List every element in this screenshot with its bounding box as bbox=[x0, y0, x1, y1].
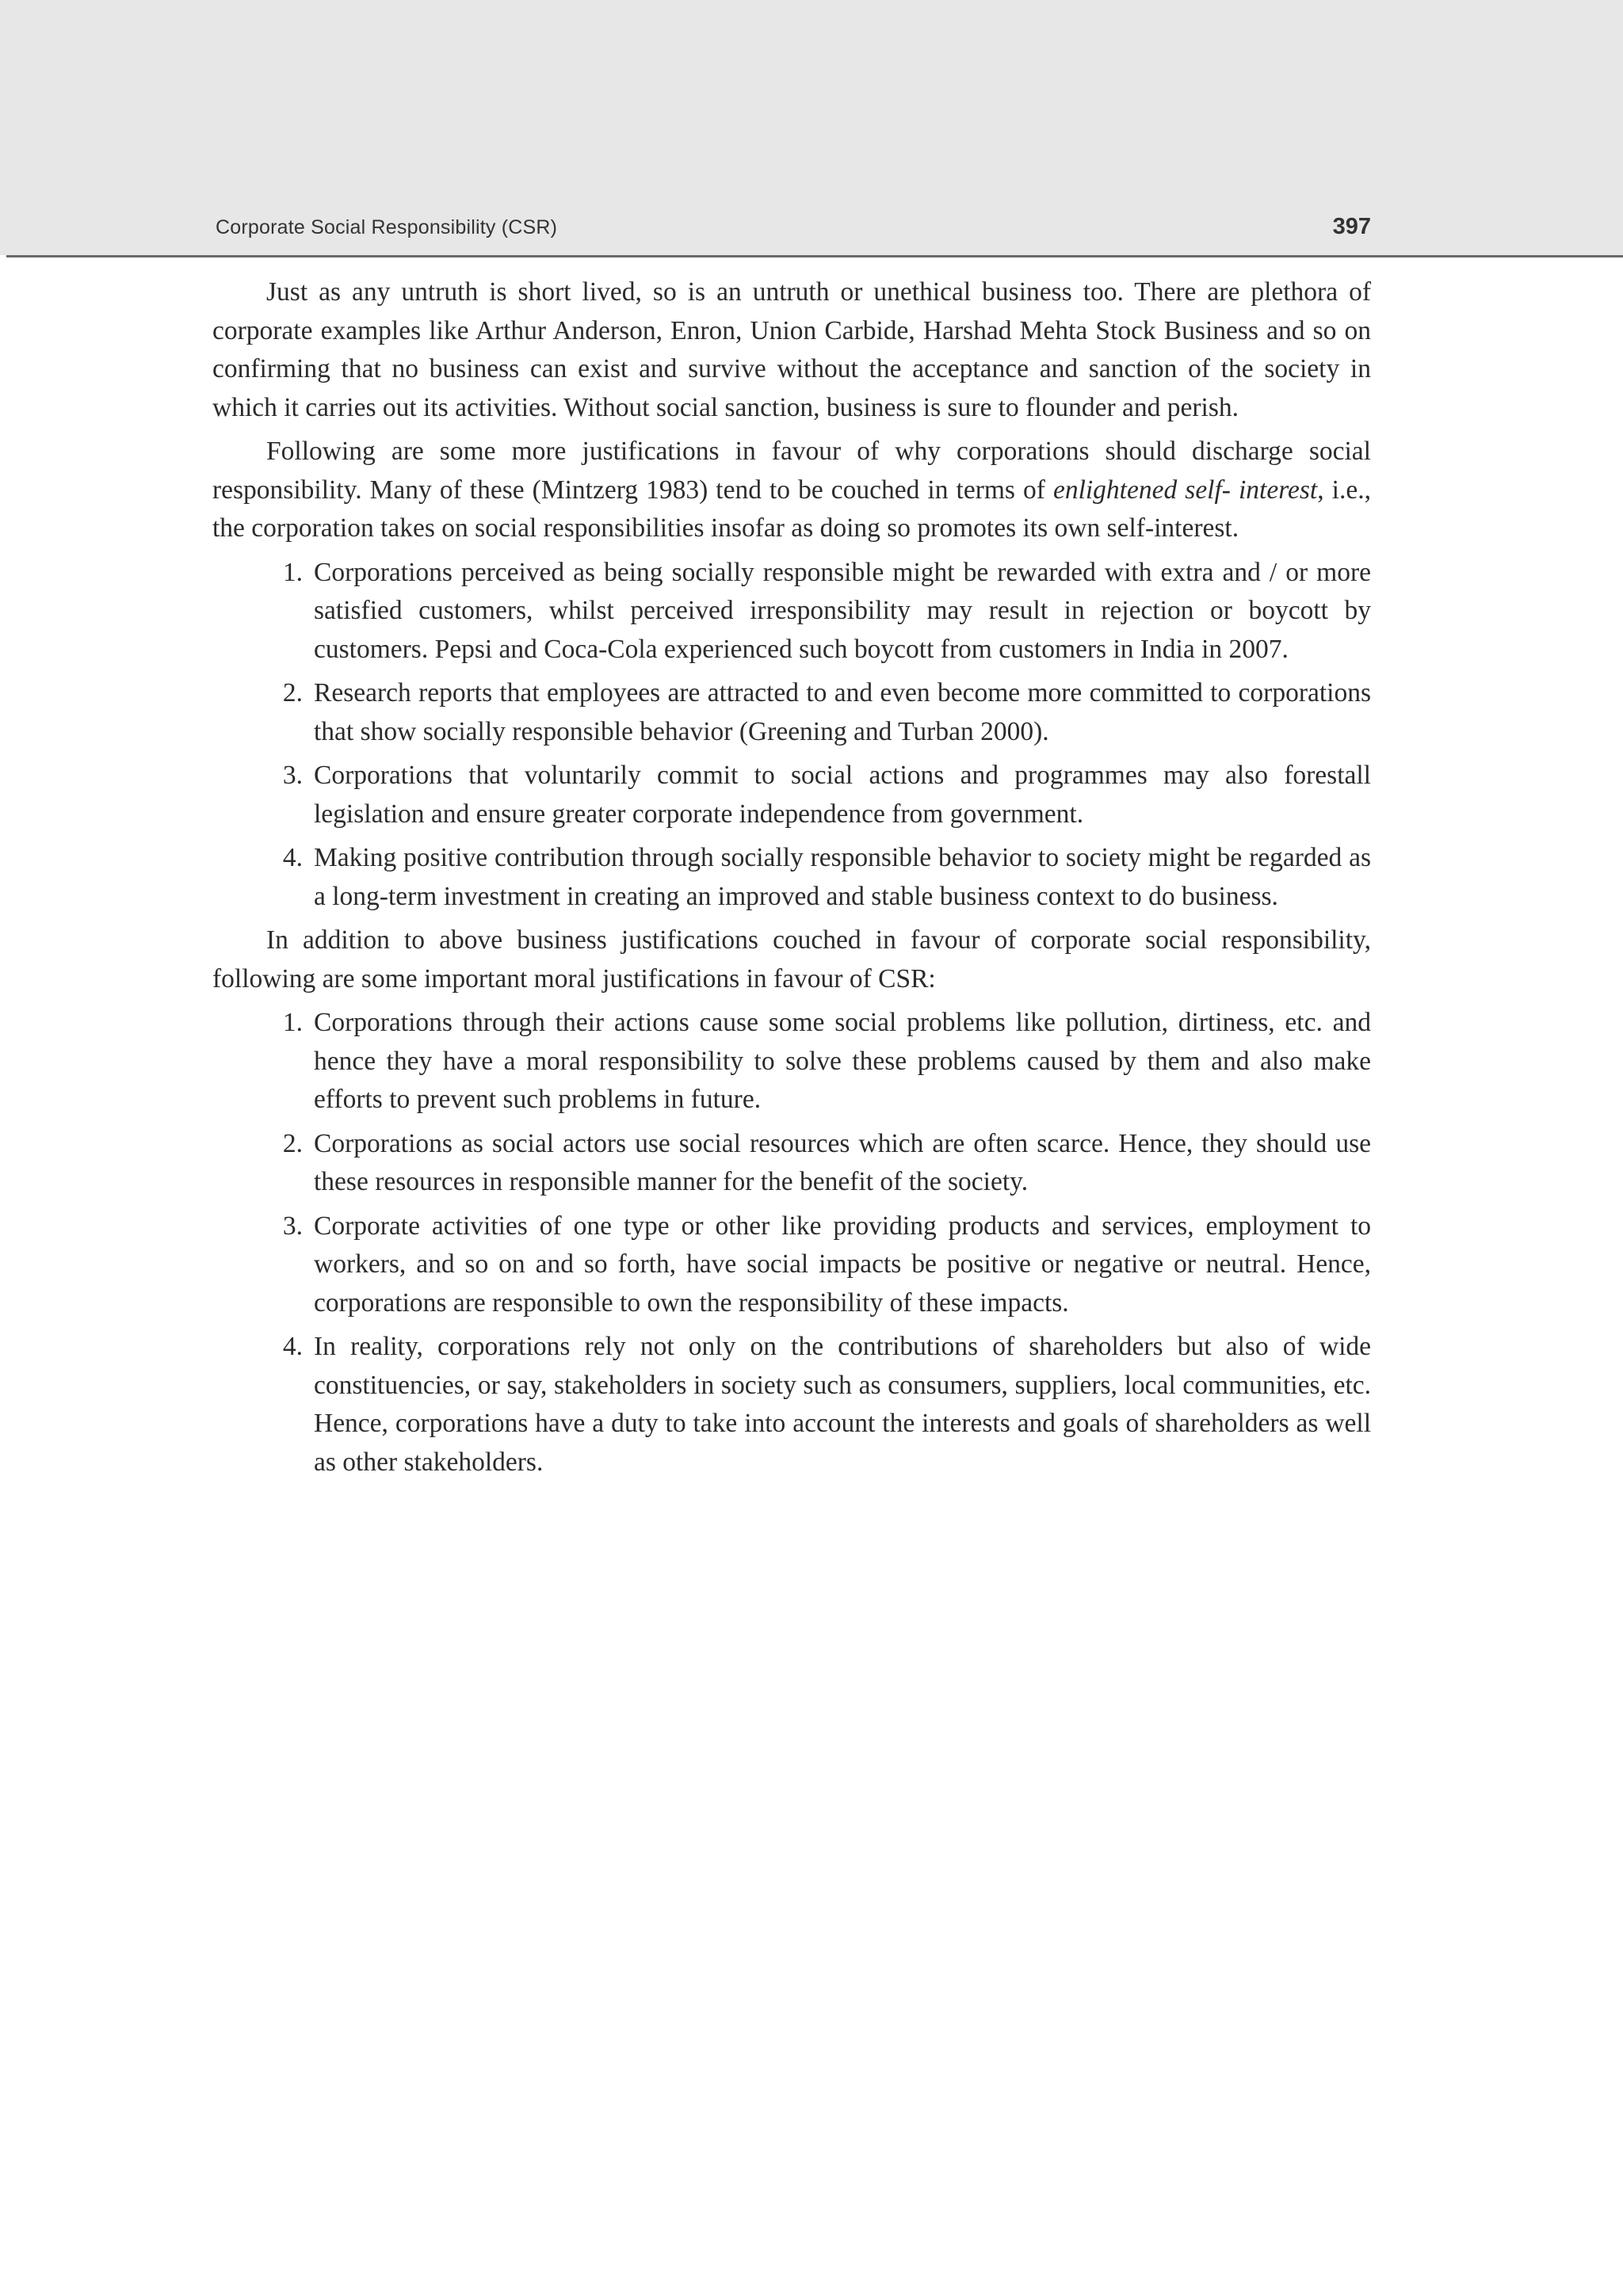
list-item bbox=[212, 674, 1371, 751]
page-number: 397 bbox=[1332, 214, 1371, 239]
list-number: 4. bbox=[282, 843, 303, 872]
list-item bbox=[212, 839, 1371, 916]
list-item bbox=[212, 1004, 1371, 1119]
list-item-text: Corporations that voluntarily commit to social actions and programmes may also forestall legislation and ensure greater corporate independence from government. bbox=[314, 761, 1371, 829]
list-item bbox=[212, 1328, 1371, 1482]
running-head: Corporate Social Responsibility (CSR) bbox=[216, 216, 558, 238]
paragraph-justifications-intro bbox=[212, 433, 1371, 548]
list-number: 2. bbox=[282, 1128, 303, 1158]
list-item bbox=[212, 1125, 1371, 1202]
list-item bbox=[212, 554, 1371, 669]
list-item-text: Making positive contribution through socially responsible behavior to society might be regarded as a long-term investment in creating an improved and stable business context to do business. bbox=[314, 843, 1371, 911]
list-number: 2. bbox=[282, 678, 303, 707]
list-number: 1. bbox=[282, 557, 303, 587]
list-number: 4. bbox=[282, 1332, 303, 1361]
list-item-text: Corporations through their actions cause some social problems like pollution, dirtiness, etc. and hence they have a moral responsibility to solve these problems caused by them and also make efforts to prevent such problems in future. bbox=[314, 1008, 1371, 1114]
paragraph-moral-intro: In addition to above business justifications couched in favour of corporate social responsibility, following are some important moral justifications in favour of CSR: bbox=[212, 925, 1371, 994]
list-item-text: Corporate activities of one type or other like providing products and services, employment to workers, and so on and so forth, have social impacts be positive or negative or neutral. Hence, corporations are responsible to own the responsibility of these impacts. bbox=[314, 1211, 1371, 1318]
list-item-text: In reality, corporations rely not only on the contributions of shareholders but also of wide constituencies, or say, stakeholders in society such as consumers, suppliers, local communities, etc. Hence, corporations have a duty to take into account the interests and goals of shareholders as well as other stakeholders. bbox=[314, 1332, 1371, 1477]
paragraph-text: , i.e., the corporation takes on social responsibilities insofar as doing so promotes its own self-interest. bbox=[212, 475, 1371, 543]
list-number: 1. bbox=[282, 1008, 303, 1037]
list-number: 3. bbox=[282, 761, 303, 790]
list-item-text: Corporations perceived as being socially responsible might be rewarded with extra and / or more satisfied customers, whilst perceived irresponsibility may result in rejection or boycott by customers. Pepsi and Coca-Cola experienced such boycott from customers in India in 2007. bbox=[314, 557, 1371, 664]
page-body bbox=[212, 273, 1371, 1487]
moral-justifications-list bbox=[212, 1004, 1371, 1482]
paragraph-untruth: Just as any untruth is short lived, so is an untruth or unethical business too. There are plethora of corporate examples like Arthur Anderson, Enron, Union Carbide, Harshad Mehta Stock Business and so on confirming that no business can exist and survive without the acceptance and sanction of the society in which it carries out its activities. Without social sanction, business is sure to flounder and perish. bbox=[212, 277, 1371, 422]
paragraph-text: Following are some more justifications in favour of why corporations should discharge social responsibility. Many of these (Mintzerg 1983) tend to be couched in terms of bbox=[212, 437, 1371, 505]
business-justifications-list bbox=[212, 554, 1371, 917]
list-item-text: Corporations as social actors use social resources which are often scarce. Hence, they should use these resources in responsible manner for the benefit of the society. bbox=[314, 1128, 1371, 1196]
list-item bbox=[212, 1207, 1371, 1323]
italic-term: enlightened self- interest bbox=[1052, 475, 1318, 505]
list-number: 3. bbox=[282, 1211, 303, 1241]
list-item bbox=[212, 757, 1371, 833]
header-rule bbox=[6, 255, 1623, 257]
list-item-text: Research reports that employees are attracted to and even become more committed to corporations that show socially responsible behavior (Greening and Turban 2000). bbox=[314, 678, 1371, 746]
